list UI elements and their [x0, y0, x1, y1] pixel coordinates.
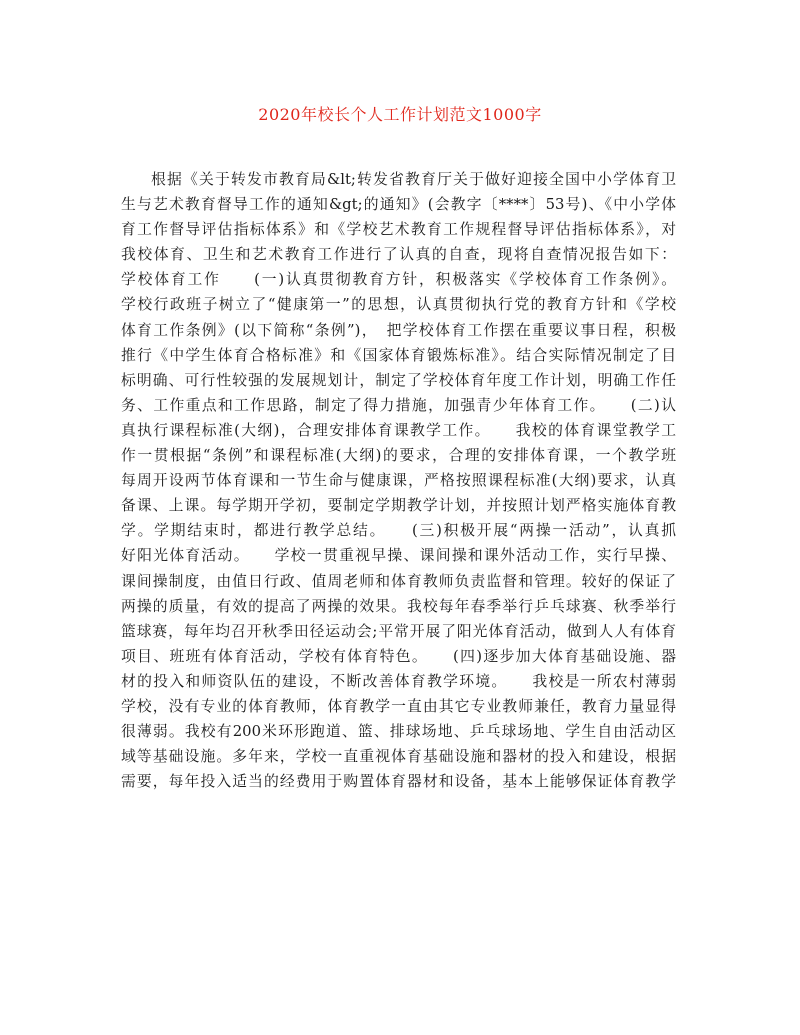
- paragraph-line: 我校体育、卫生和艺术教育工作进行了认真的自查，现将自查情况报告如下：: [121, 246, 676, 264]
- document-title: 2020年校长个人工作计划范文1000字: [258, 105, 542, 124]
- paragraph-line: 真执行课程标准(大纲)，合理安排体育课教学工作。 我校的体育课堂教学工: [121, 421, 676, 439]
- paragraph-line: 学校，没有专业的体育教师，体育教学一直由其它专业教师兼任，教育力量显得: [121, 697, 676, 715]
- paragraph-line: 两操的质量，有效的提高了两操的效果。我校每年春季举行乒乓球赛、秋季举行: [121, 597, 676, 615]
- paragraph-line: 育工作督导评估指标体系》和《学校艺术教育工作规程督导评估指标体系》，对: [121, 221, 676, 239]
- paragraph-line: 篮球赛，每年均召开秋季田径运动会;平常开展了阳光体育活动，做到人人有体育: [121, 622, 676, 640]
- paragraph-line: 很薄弱。我校有200米环形跑道、篮、排球场地、乒乓球场地、学生自由活动区: [121, 723, 676, 741]
- paragraph-line: 好阳光体育活动。 学校一贯重视早操、课间操和课外活动工作，实行早操、: [121, 547, 676, 565]
- paragraph-line: 材的投入和师资队伍的建设，不断改善体育教学环境。 我校是一所农村薄弱: [121, 672, 676, 690]
- paragraph-line: 推行《中学生体育合格标准》和《国家体育锻炼标准》。结合实际情况制定了目: [121, 346, 676, 364]
- paragraph-line: 务、工作重点和工作思路，制定了得力措施，加强青少年体育工作。 (二)认: [121, 396, 676, 414]
- paragraph-line: 学校体育工作 (一)认真贯彻教育方针，积极落实《学校体育工作条例》。: [121, 271, 676, 289]
- paragraph-line: 域等基础设施。多年来，学校一直重视体育基础设施和器材的投入和建设，根据: [121, 748, 676, 766]
- document-body: [121, 167, 676, 794]
- paragraph-line: 学校行政班子树立了“健康第一”的思想，认真贯彻执行党的教育方针和《学校: [121, 296, 676, 314]
- paragraph-line: 作一贯根据“条例”和课程标准(大纲)的要求，合理的安排体育课，一个教学班: [121, 447, 676, 465]
- paragraph-line: 学。学期结束时，都进行教学总结。 (三)积极开展“两操一活动”，认真抓: [121, 522, 676, 540]
- paragraph-line: 体育工作条例》(以下简称“条例”)， 把学校体育工作摆在重要议事日程，积极: [121, 321, 676, 339]
- paragraph-line: 标明确、可行性较强的发展规划计，制定了学校体育年度工作计划，明确工作任: [121, 371, 676, 389]
- paragraph-line: 需要，每年投入适当的经费用于购置体育器材和设备，基本上能够保证体育教学: [121, 773, 676, 791]
- paragraph-line: 根据《关于转发市教育局&lt;转发省教育厅关于做好迎接全国中小学体育卫: [151, 171, 676, 188]
- paragraph-line: 项目、班班有体育活动，学校有体育特色。 (四)逐步加大体育基础设施、器: [121, 647, 676, 665]
- paragraph-line: 每周开设两节体育课和一节生命与健康课，严格按照课程标准(大纲)要求，认真: [121, 472, 676, 490]
- paragraph-line: 生与艺术教育督导工作的通知&gt;的通知》(会教字〔****〕53号)、《中小学体: [121, 196, 676, 214]
- paragraph-line: 课间操制度，由值日行政、值周老师和体育教师负责监督和管理。较好的保证了: [121, 572, 676, 590]
- paragraph-line: 备课、上课。每学期开学初，要制定学期教学计划，并按照计划严格实施体育教: [121, 497, 676, 515]
